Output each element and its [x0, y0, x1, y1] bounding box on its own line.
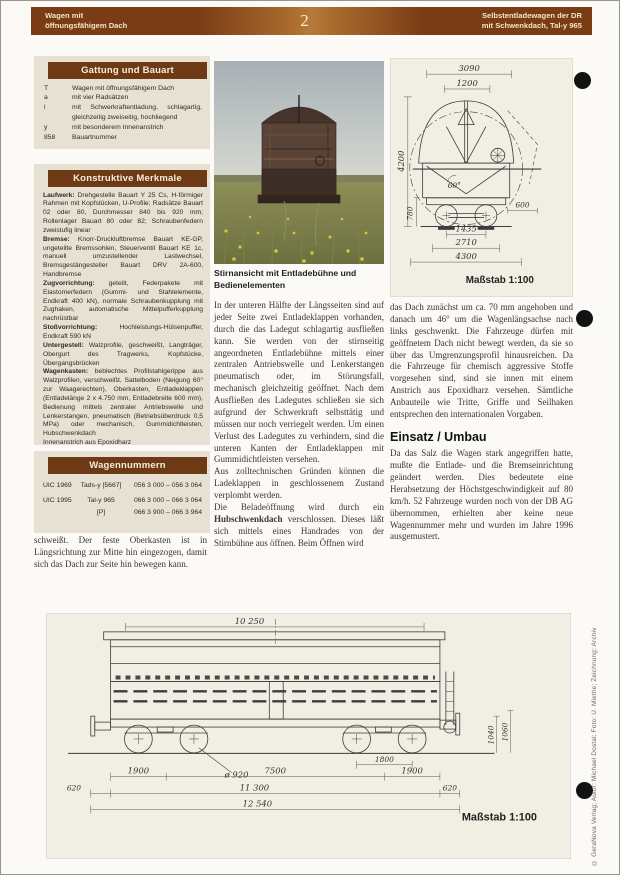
- gattung-code: a: [44, 94, 48, 102]
- merkmale-text: Drehgestelle Bauart Y 25 Cs, H-förmiger Rahmen mit Kopfstücken, U-Profile; Radsätze Bauart 02 oder 80, Durchmesser 840 bis 920 mm; Rollenlager Bauart 80 oder 82; Schraubenfedern zweistufig linear: [43, 191, 203, 234]
- dim-11300: 11 300: [239, 782, 270, 793]
- wagon-type: [P]: [96, 508, 106, 516]
- uic-epoch: UIC 1969: [43, 481, 72, 489]
- merkmale-box: [34, 164, 210, 445]
- dim-620-left: 620: [66, 783, 82, 793]
- dim-10250: 10 250: [234, 615, 265, 626]
- front-view-linework: [410, 101, 542, 230]
- middle-paragraph-3-post: verschlossen. Dieses läßt sich mittels eines Handrades von der Stirnbühne aus öffnen. Beim Öffnen wird: [214, 513, 384, 548]
- page-header: [31, 7, 592, 35]
- gattung-desc: Bauartnummer: [72, 133, 117, 141]
- front-view-svg: [391, 59, 572, 296]
- binder-hole: [576, 310, 593, 327]
- dim-600: 600: [515, 200, 530, 210]
- merkmale-text: Knorr-Druckluftbremse Bauart KE-GP, ungeteilte Bremssohlen, Steuerventil Bauart KE 1c, manuell umzustellender Lastwechsel, Bremsgestängesteller Bauart DRV 2A-600, Handbremse: [43, 235, 203, 279]
- gattung-row: [34, 133, 210, 143]
- dim-1900-left: 1900: [127, 765, 150, 776]
- right-column-text: [390, 302, 573, 543]
- dim-1900-right: 1900: [401, 765, 423, 776]
- merkmale-text: Walzprofile, geschweißt, Langträger, Obergurt des Tragwerks, Kopfstücke, Übergangsbrücken: [43, 341, 203, 367]
- merkmale-text: Innenanstrich aus Epoxidharz: [43, 439, 132, 447]
- einsatz-paragraph: Da das Salz die Wagen stark angegriffen hatte, mußte die Entlade- und die Bremseinrichtung geändert werden. Dies bedeutete eine Herabsetzung der Höchstgeschwindigkeit auf 80 km/h. 52 Fahrzeuge wurden noch von der DB AG übernommen, erhielten aber keine neue Wagennummer mehr und wurden im Jahre 1996 ausgemustert.: [390, 448, 573, 542]
- dim-1435: 1435: [455, 223, 477, 234]
- photo-caption: Stirnansicht mit Entladebühne und Bedienelementen: [214, 268, 357, 290]
- merkmale-body: [34, 192, 210, 448]
- dim-2710: 2710: [455, 237, 477, 248]
- dim-3090: 3090: [458, 63, 480, 74]
- merkmale-text: geteilt, Federpakete mit Elastomerfedern (Gummi- und Stahlelemente, Endkraft 400 kN), normale Schraubenkupplung mit Zughaken, automatische Mittelpufferkupplung nachrüstbar: [43, 279, 203, 323]
- side-view-svg: [47, 614, 570, 858]
- middle-paragraph-3-pre: Die Beladeöffnung wird durch ein: [214, 501, 384, 512]
- copyright-credit: © GeraNova Verlag; Autor: Michael Dostal; Foto: U. Miethe; Zeichnung: Archiv: [591, 627, 598, 866]
- dim-1800: 1800: [374, 754, 394, 764]
- dim-780: 780: [405, 206, 415, 221]
- merkmale-label: Laufwerk:: [43, 191, 75, 199]
- right-paragraph: das Dach zunächst um ca. 70 mm angehoben und danach um 46° um die Wagenlängsachse nach links geschwenkt. Die Fahrzeuge dürfen mit geöffnetem Dach nicht bewegt werden, da sie so über das Umgrenzungsprofil hinausreichen. Da die Fahrzeuge für chemisch aggressive Stoffe vorgesehen sind, sind sie innen mit einem Anstrich aus Epoxidharz versehen. Sämtliche Anbauteile wie Tritte, Griffe und Seilhaken entsprechen den internationalen Vorgaben.: [390, 302, 573, 419]
- number-range: 066 3 900 – 066 3 964: [133, 508, 202, 516]
- gattung-desc: mit vier Radsätzen: [72, 94, 129, 102]
- header-series-line1: Wagen mit: [45, 10, 84, 20]
- gattung-row: [34, 93, 210, 103]
- swing-envelope-arc: [410, 112, 523, 225]
- dim-wheel-diameter: ø 920: [224, 769, 249, 780]
- gattung-row: [34, 84, 210, 94]
- front-view-drawing: [390, 58, 573, 297]
- gattung-row: [34, 123, 210, 133]
- wagennummern-row: [34, 506, 210, 518]
- number-range: 066 3 000 – 066 3 064: [133, 496, 202, 504]
- merkmale-label: Bremse:: [43, 235, 70, 243]
- merkmale-label: Wagenkasten:: [43, 368, 89, 376]
- dim-1060: 1060: [500, 722, 510, 742]
- gattung-code: T: [44, 84, 49, 92]
- dim-4300: 4300: [455, 251, 477, 262]
- side-drawing-scale: Maßstab 1:100: [461, 811, 538, 824]
- header-series-title: [31, 11, 127, 32]
- wagennummern-row: [34, 479, 210, 491]
- front-drawing-scale: Maßstab 1:100: [465, 274, 534, 286]
- merkmale-label: Zugvorrichtung:: [43, 279, 95, 287]
- middle-column-text: [214, 300, 384, 549]
- gattung-row: [34, 103, 210, 123]
- wagon-type: Tads-y [5667]: [80, 481, 122, 489]
- header-wagon-title: [482, 11, 592, 32]
- side-view-drawing: [46, 613, 571, 859]
- page-number: 2: [300, 11, 309, 30]
- middle-paragraph-2: Aus zolltechnischen Gründen können die Ladeklappen in geschlossenem Zustand verplombt werden.: [214, 466, 384, 500]
- dim-1040: 1040: [486, 725, 496, 745]
- dim-60deg: 60°: [447, 180, 461, 190]
- wagennummern-box: [34, 451, 210, 533]
- dim-620-right: 620: [442, 783, 457, 793]
- uic-epoch: UIC 1995: [43, 496, 72, 504]
- merkmale-text: beblechtes Profilstahlgerippe aus Walzprofilen, verschweißt, Sattelboden (Neigung 60° zur Waagerechten), Oberkasten, Entladeklappen (Entladelänge 2 x 4.750 mm, Entladebreite 600 mm), Bedienung mittels zentraler Antriebswelle und Lenkerstangen, pneumatisch (Betriebsüberdruck 0,5 MPa) oder mechanisch, Gummidichtleisten, Hubschwenkdach: [43, 368, 203, 438]
- gattung-box: [34, 56, 210, 149]
- saddle-floor: [427, 166, 506, 194]
- dim-1200: 1200: [456, 78, 478, 89]
- header-wagon-line2: mit Schwenkdach, Tal-y 965: [481, 21, 582, 30]
- wagon-photo-art: [214, 61, 384, 264]
- wagon-type: Tal-y 965: [87, 496, 115, 504]
- side-view-linework: [68, 619, 495, 773]
- gattung-desc: mit Schwerkraftentladung, schlagartig, gleichzeitig zweiseitig, hochliegend: [72, 104, 202, 122]
- gattung-desc: mit besonderem Innenanstrich: [72, 123, 164, 131]
- merkmale-label: Untergestell:: [43, 341, 84, 349]
- wagennummern-row: [34, 494, 210, 506]
- hubschwenkdach-term: Hubschwenkdach: [214, 513, 283, 524]
- middle-paragraph-3: [214, 502, 384, 550]
- middle-paragraph-1: In der unteren Hälfte der Längsseiten sind auf jeder Seite zwei Entladeklappen vorhanden, durch die das Ladegut schlagartig ausfließen kann. Sie werden von der stirnseitig angeordneten Entladebühne mittels einer zentralen Antriebswelle und Lenkerstangen pneumatisch oder, im Störungsfall, mechanisch gleichzeitig geöffnet. Nach dem Ausfließen des Ladegutes schließen sie sich aufgrund der Schwerkraft selbsttätig und müssen nur noch verriegelt werden. Um einen Verlust des Ladegutes zu verhindern, sind die unteren Kanten der Entladeklappen mit Gummidichtleisten versehen.: [214, 300, 384, 465]
- wagennummern-title: Wagennummern: [48, 457, 207, 474]
- merkmale-title: Konstruktive Merkmale: [48, 170, 207, 187]
- merkmale-label: Stoßvorrichtung:: [43, 324, 98, 332]
- merkmale-text: Hochleistungs-Hülsenpuffer, Endkraft 590 kN: [43, 324, 203, 340]
- uic-epoch: [43, 508, 73, 518]
- gattung-code: y: [44, 123, 48, 131]
- header-wagon-line1: Selbstentladewagen der DR: [481, 10, 582, 20]
- dim-12540: 12 540: [242, 798, 273, 809]
- header-series-line2: öffnungsfähigem Dach: [45, 21, 128, 30]
- einsatz-umbau-heading: Einsatz / Umbau: [390, 429, 487, 444]
- gattung-code: l: [44, 104, 46, 112]
- dim-7500: 7500: [264, 765, 286, 776]
- binder-hole: [574, 72, 591, 89]
- gattung-title: Gattung und Bauart: [48, 62, 207, 79]
- brake-handwheel-icon: [444, 721, 456, 733]
- gattung-desc: Wagen mit öffnungsfähigem Dach: [72, 84, 175, 92]
- left-column-text: schweißt. Der feste Oberkasten ist in Längsrichtung zur Mitte hin eingezogen, damit sich das Dach zur Seite hin bewegen kann.: [34, 535, 207, 569]
- gattung-code: 858: [44, 133, 56, 141]
- number-range: 056 3 000 – 056 3 064: [133, 481, 202, 489]
- wagon-photo: [214, 61, 384, 264]
- dim-4200: 4200: [395, 150, 406, 172]
